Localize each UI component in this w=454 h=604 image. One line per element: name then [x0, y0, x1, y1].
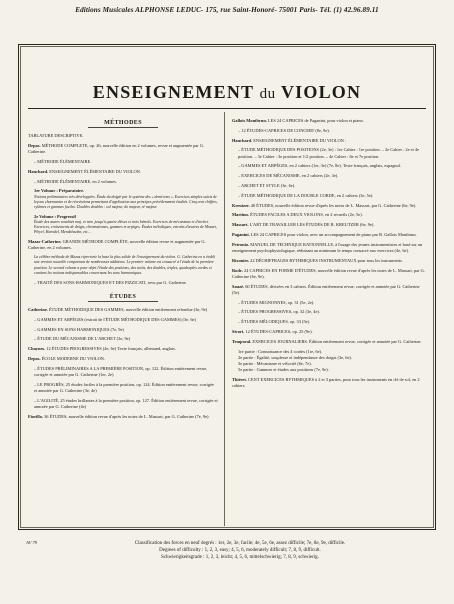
- entry-text: LES 24 CAPRICES pour violon, avec un accompagnement de piano par R. Gallois Montbrun.: [250, 231, 417, 237]
- catalog-entry: [232, 203, 428, 209]
- catalog-entry: [232, 232, 428, 238]
- entry-author: Depas.: [28, 356, 41, 361]
- catalog-entry: [232, 118, 428, 124]
- catalog-entry: [232, 212, 428, 218]
- catalog-entry: [34, 280, 218, 286]
- entry-author: Rode.: [232, 267, 243, 273]
- entry-text: 36 ÉTUDES, nouvelle édition revue d'après les notes de L. Massart, par G. Catherine (7e, 9e): [44, 413, 209, 419]
- difficulty-legend-fr: Classification des forces en neuf degrés : 1er, 2e, 3e, facile; 4e, 5e, 6e, assez difficile; 7e, 8e, 9e, difficile.: [134, 541, 346, 546]
- catalog-entry: [28, 239, 218, 251]
- entry-author: Mazas-Catherine.: [28, 239, 62, 245]
- entry-text: – ÉTUDE MÉTHODIQUE DES POSITIONS (2e, 3e) : 1er Cahier : 1re position. – 2e Cahier : 2e et 4e position. – 3e Cahier : 3e position et 1/2 position. – 4e Cahier : 6e et 7e position.: [238, 147, 420, 159]
- entry-text: – ÉTUDE DU MÉCANISME DE L'ARCHET (3e, 9e): [34, 336, 131, 342]
- entry-author: Hauchard.: [28, 168, 49, 174]
- catalog-entry: [34, 336, 218, 342]
- entry-text: – ÉTUDE MÉTHODIQUE DE LA DOUBLE CORDE, en 2 cahiers (3e, 5e).: [238, 192, 374, 198]
- entry-author: Rixonier.: [232, 257, 250, 263]
- entry-author: Thiéret.: [232, 376, 247, 382]
- page-title: [0, 82, 454, 103]
- catalog-entry: [232, 268, 428, 280]
- entry-author: Fiorillo.: [28, 413, 43, 419]
- title-word-du: du: [259, 86, 276, 102]
- entry-text: – GAMMES EN SONS HARMONIQUES (7e, 9e): [34, 326, 124, 332]
- catalog-entry: [34, 327, 218, 333]
- catalog-entry: [232, 138, 428, 144]
- entry-text: – TRAITÉ DES SONS HARMONIQUES ET DES PIZZICATI, revu par G. Catherine.: [34, 279, 187, 285]
- entry-text: ÉTUDES FACILES A DEUX VIOLONS, en 2 recueils (2e, 5e).: [250, 212, 363, 218]
- catalog-entry: [238, 300, 428, 306]
- right-column: [232, 118, 428, 393]
- entry-text: ENSEIGNEMENT ÉLÉMENTAIRE DU VIOLON.: [49, 168, 141, 174]
- entry-text: – ÉTUDES PRÉLIMINAIRES A LA PREMIÈRE POSITION, op. 122. Édition entièrement revue, corrigée et annotée par G. Catherine (1er, 2e): [34, 365, 208, 377]
- catalog-entry: [238, 147, 428, 159]
- entry-text: ÉTUDE MÉTHODIQUE DES GAMMES, nouvelle édition entièrement refondue (3e, 9e): [49, 307, 208, 313]
- difficulty-legend-de: Schwierigkeitsgrade : 1, 2, 3, leicht; 4, 5, 6, mittelschwierig; 7, 8, 9, schwierig.: [161, 555, 319, 560]
- entry-text: – L'AGILITÉ, 25 études brillantes à la première position, op. 127. Édition entièrement revue, corrigée et annotée par G. Catherine (4e): [34, 397, 218, 409]
- catalog-entry: [238, 193, 428, 199]
- catalog-subentry: 2e Volume : Progressif: [34, 213, 76, 219]
- entry-text: – MÉTHODE ÉLÉMENTAIRE, en 2 volumes.: [34, 178, 117, 184]
- title-word-violon: VIOLON: [280, 82, 362, 102]
- entry-text: L'ART DE TRAVAILLER LES ÉTUDES DE R. KREUTZER (6e, 9e).: [249, 222, 375, 228]
- entry-text: GRANDE MÉTHODE COMPLÈTE, nouvelle édition revue et augmentée par G. Catherine, en 2 volumes.: [28, 239, 206, 251]
- catalog-entry: [232, 329, 428, 335]
- entry-author: Paganini.: [232, 231, 250, 237]
- catalog-entry: [238, 163, 428, 169]
- catalog-entry: [34, 159, 218, 165]
- catalog-description: La célèbre méthode de Mazas répertorie la base la plus solide de l'enseignement du violon. G. Catherine en a établi une version nouvelle comportant de nombreuses additions. Le premier volume est consacré à l'étude de la première position. Le second volume a pour objet l'étude des positions, des traits, des doubles, triples, quadruples cordes et contient les notions indispensables concernant les sons harmoniques.: [34, 255, 215, 275]
- catalog-entry: [28, 356, 218, 362]
- catalog-entry: [28, 414, 218, 420]
- entry-text: ENSEIGNEMENT ÉLÉMENTAIRE DU VIOLON :: [253, 137, 347, 143]
- entry-author: Sauzé.: [232, 283, 245, 289]
- entry-text: TABLATURE DESCRIPTIVE.: [28, 133, 84, 139]
- catalog-entry: [232, 377, 428, 389]
- catalog-description: Notions préliminaires très développées. Étude du doigté par le système des « demi-tons ». Exercices simples suivis de leçons charmantes et de récréations permettant d'application aux principes précédemment étudiés. Cinq cent chiffres, rythmes et gammes faciles. Doubles doubles : sol majeur, do majeur, ré majeur.: [34, 194, 218, 209]
- catalog-entry: [34, 179, 218, 185]
- catalog-entry: [34, 398, 218, 410]
- section-rule: [88, 127, 158, 128]
- entry-text: 22 DÉCHIFFRAGES RYTHMIQUES INSTRUMENTAUX pour tous les instruments.: [250, 257, 403, 263]
- entry-author: Gallois Montbrun.: [232, 118, 267, 123]
- catalog-entry: [28, 307, 218, 313]
- catalog-subentry: 1er Volume : Préparatoire.: [34, 188, 85, 194]
- entry-author: Martinn.: [232, 212, 249, 218]
- title-divider: [28, 108, 426, 109]
- catalog-subentry: 3e partie : Mécanisme et vélocité (6e, 7e).: [238, 360, 312, 366]
- catalog-subentry: 5e partie : Gammes et études aux positions (7e, 9e).: [238, 367, 329, 373]
- publisher-header: Editions Musicales ALPHONSE LEDUC- 175, rue Saint-Honoré- 75001 Paris- Tél. (1) 42.96.89.11: [75, 6, 379, 14]
- entry-text: 60 ÉTUDES, divisées en 3 cahiers. Édition entièrement revue, corrigée et annotée par G. Catherine (5e).: [232, 283, 420, 295]
- entry-author: Sivori.: [232, 328, 245, 334]
- entry-text: CENT EXERCICES RYTHMIQUES à 2 et 3 parties, pour tous les instruments en clé de sol, en 2 cahiers.: [232, 376, 420, 389]
- catalog-entry: [34, 382, 218, 394]
- catalog-entry: [232, 222, 428, 228]
- catalog-entry: [238, 319, 428, 325]
- entry-text: 24 CAPRICES EN FORME D'ÉTUDES, nouvelle édition revue d'après les notes de L. Massart, par G. Catherine (6e, 9e).: [232, 267, 425, 279]
- entry-text: MANUEL DE TECHNIQUE RATIONNELLE, à l'usage des jeunes instrumentistes et basé sur un enseignement psychophysiologique, réduisant au minimum le temps consacré aux exercices (4e, 6e).: [232, 241, 423, 253]
- entry-author: Temporal.: [232, 338, 252, 344]
- entry-text: 12 ÉTUDES-CAPRICES, op. 25 (9e).: [245, 328, 313, 334]
- catalog-entry: [34, 366, 218, 378]
- catalog-entry: [232, 242, 428, 254]
- entry-text: – 12 ÉTUDES-CAPRICES DE CONCERT (8e, 9e).: [238, 127, 330, 133]
- catalog-entry: [238, 173, 428, 179]
- entry-text: ÉCOLE MODERNE DU VIOLON.: [41, 356, 106, 361]
- entry-text: – ÉTUDES MIGNONNES, op. 31 (5e, 2e).: [238, 299, 315, 305]
- entry-text: – ÉTUDES PROGRESSIVES, op. 32 (3e, 4e).: [238, 309, 320, 315]
- catalog-entry: [232, 339, 428, 345]
- entry-text: – ARCHET ET STYLE (3e, 6e).: [238, 182, 296, 188]
- entry-text: – LE PROGRÈS, 25 études faciles à la première position, op. 124. Édition entièrement revue, corrigée et annotée par G. Catherine (3e, 4e): [34, 381, 214, 393]
- catalog-entry: [34, 317, 218, 323]
- entry-author: Hauchard.: [232, 137, 253, 143]
- entry-author: Petronio.: [232, 241, 250, 247]
- catalog-subentry: 2e partie : Égalité, souplesse et indépendance des doigts (3e, 6e).: [238, 354, 352, 360]
- difficulty-legend: [60, 540, 420, 561]
- section-heading-methodes: MÉTHODES: [104, 120, 142, 126]
- entry-text: – EXERCICES DE MÉCANISME, en 2 cahiers (2e, 3e).: [238, 173, 339, 179]
- title-word-enseignement: ENSEIGNEMENT: [92, 82, 254, 102]
- entry-author: Chaynes.: [28, 346, 46, 352]
- entry-text: EXERCICES JOURNALIERS. Édition entièrement revue, corrigée et annotée par G. Catherine.: [252, 338, 422, 344]
- catalog-description: Étude des autres tonalités maj. et min. jusqu'à quatre dièses et trois bémols. Exercices de mécanisme et d'archet. Exercices, croisements de doigts, chromatismes, gammes et arpèges. Études mélodiques, extraits d'œuvres de Mozart, Pleyel, Haendel, Mendelssohn, etc...: [34, 220, 217, 235]
- catalog-entry: [238, 183, 428, 189]
- catalog-subentry: 1re partie : Connaissance des 4 cordes (1re, 6e).: [238, 348, 323, 354]
- left-column: [28, 118, 218, 424]
- catalog-entry: [238, 128, 428, 134]
- catalog-entry: [28, 346, 218, 352]
- entry-text: MÉTHODE COMPLETE, op. 26, nouvelle édition en 2 volumes, revue et augmentée par G. Catherine.: [28, 143, 205, 155]
- entry-author: Depas.: [28, 143, 41, 148]
- entry-text: – GAMMES ET ARPÈGES (extrait de l'ÉTUDE MÉTHODIQUE DES GAMMES) (3e, 6e): [34, 316, 196, 322]
- entry-text: – ÉTUDES MÉLODIQUES, op. 33 (5e).: [238, 319, 311, 325]
- catalog-entry: [28, 143, 218, 155]
- catalog-entry: [28, 133, 218, 139]
- catalog-entry: [232, 258, 428, 264]
- column-divider: [224, 112, 225, 526]
- entry-text: 40 ÉTUDES, nouvelle édition revue d'après les notes de L. Massart, par G. Catherine (6e, 9e).: [250, 202, 417, 208]
- entry-author: Massart.: [232, 222, 249, 228]
- catalog-entry: [238, 309, 428, 315]
- entry-text: 12 ÉTUDES PROGRESSIVES (4e, 6e) Texte français, allemand, anglais.: [46, 346, 176, 352]
- entry-text: – GAMMES ET ARPÈGES, en 2 cahiers (1er, 3e) (7e, 8e). Texte français, anglais, espagnol.: [238, 163, 402, 169]
- entry-text: LES 24 CAPRICES de Paganini, pour violon et piano.: [268, 118, 364, 123]
- entry-author: Catherine.: [28, 307, 48, 313]
- catalog-entry: [232, 284, 428, 296]
- entry-author: Kreutzer.: [232, 202, 250, 208]
- section-heading-etudes: ÉTUDES: [109, 293, 137, 300]
- catalog-entry: [28, 169, 218, 175]
- entry-text: – MÉTHODE ÉLÉMENTAIRE.: [34, 159, 92, 164]
- catalog-code: AV 79: [26, 540, 38, 545]
- section-rule: [88, 301, 158, 302]
- difficulty-legend-en: Degrees of difficulty : 1, 2, 3, easy; 4, 5, 6, moderately difficult; 7, 8, 9, difficult.: [159, 548, 321, 553]
